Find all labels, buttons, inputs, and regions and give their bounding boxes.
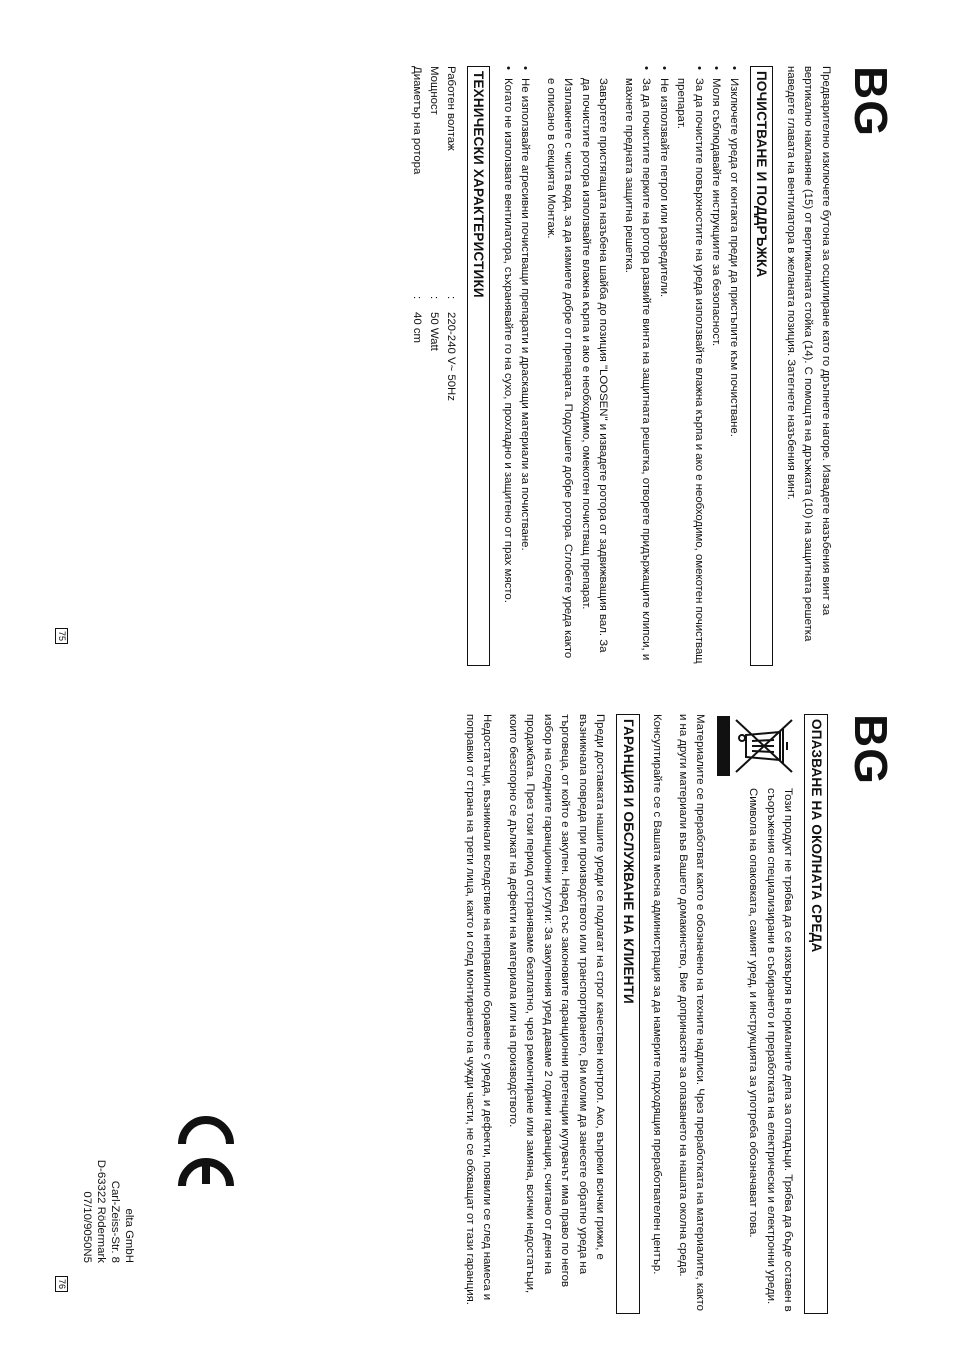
page-number: 75 xyxy=(55,628,68,644)
manufacturer-address xyxy=(80,1033,136,1263)
page-76 xyxy=(36,688,906,1328)
list-item: • Когато не използвате вентилатора, съхранявайте го на сухо, прохладно и защитено от прах място. xyxy=(499,66,517,666)
page-76-content xyxy=(453,714,835,1314)
table-row xyxy=(408,66,425,401)
rotor-cleaning-paragraph: Завъртете пристягащата назъбена шайба до позиция "LOOSEN" и извадете ротора от задвижващия вал. За да почистите ротора използвайте влажна кърпа и ако е необходимо, омекотен почистващ препарат. Изплакнете с чиста вода, за да измиете добре от препарата. Подсушете добре ротора. Сглобете уреда както е описано в секцията Монтаж. xyxy=(545,78,610,659)
care-list xyxy=(499,66,534,666)
spec-value: 220-240 V~ 50Hz xyxy=(445,312,457,401)
address-line: Carl-Zeiss-Str. 8 xyxy=(109,1180,121,1263)
spec-label: Диаметър на ротора xyxy=(411,66,423,175)
language-mark: BG xyxy=(845,714,897,785)
spec-separator: : xyxy=(428,296,440,300)
warranty-paragraph: Преди доставката нашите уреди се подлагат на строг качествен контрол. Ако, въпреки всички грижи, е възникнала повреда при производството или транспортирането, Ви молим да занесете обратно уреда на търговеца, от който е закупен. Наред със законовите гаранционни претенции купувачът има право по негов избор на следните гаранционни услуги: За закупения уред даваме 2 години гаранция, считано от деня на продажбата. През този период отстраняваме безплатно, чрез ремонтиране или замяна, всички недостатъци, които безспорно се дължат на дефекти на материала или на производството. xyxy=(507,714,607,1294)
spec-separator: : xyxy=(411,296,423,300)
list-item: • За да почистите перките на ротора развийте винта на защитната решетка, отворете придържащите клипси, и махнете предната защитна решетка. xyxy=(620,66,655,666)
disposal-text: Този продукт не трябва да се изхвърля в нормалните депа за отпадъци. Трябва да бъде оставен в съоръжения специализирани в събирането и преработката на електрически и електронни уреди. Символа на опаковката, самият уред, и инструкцията за употреба обозначават това. xyxy=(747,788,795,1312)
address-line: D-63322 Rödermark xyxy=(95,1159,107,1263)
address-line: elta GmbH xyxy=(123,1208,135,1263)
table-row xyxy=(442,66,459,401)
address-line: 07/10/9050N5 xyxy=(81,1191,93,1263)
page-75 xyxy=(36,40,906,680)
specs-table xyxy=(408,66,459,401)
ce-mark-icon xyxy=(174,1108,238,1194)
list-item: • Моля съблюдавайте инструкциите за безопасност. xyxy=(707,66,725,666)
environment-heading: ОПАЗВАНЕ НА ОКОЛНАТА СРЕДА xyxy=(805,714,829,1314)
spec-label: Мощност xyxy=(428,66,440,115)
page-number: 76 xyxy=(55,1276,68,1292)
spec-value: 40 cm xyxy=(411,312,423,344)
disposal-block xyxy=(717,714,797,1314)
spec-separator: : xyxy=(445,296,457,300)
bin-underline-bar xyxy=(718,716,731,776)
recycling-paragraph: Материалите се преработват както е обозначено на техните надписи. Чрез преработката на материалите, както и на други материали във Вашето домакинство, Вие допринасяте за опазването на нашата околна среда. xyxy=(677,714,707,1311)
intro-paragraph: Предварително изключете бутона за осцилиране като го дръпнете нагоре. Извадете назъбения винт за вертикално накланяне (15) от вертикалната стойка (14). С помощта на дръжката (10) на защитната решетка наведете главата на вентилатора в желаната позиция. Затегнете назъбения винт. xyxy=(785,66,832,642)
list-item: • За да почистите повърхностите на уреда използвайте влажна кърпа и ако е необходимо, омекотен почистващ препарат. xyxy=(672,66,707,666)
table-row xyxy=(425,66,442,401)
defects-paragraph: Недостатъци, възникнали вследствие на неправилно боравене с уреда, и дефекти, появили се след намеса и поправки от страна на трети лица, както и след монтирането на чужди части, не се обхващат от тази гаранция. xyxy=(464,714,494,1305)
language-mark: BG xyxy=(845,66,897,137)
list-item: • Не използвайте петрол или разредители. xyxy=(655,66,673,666)
list-item: • Изключете уреда от контакта преди да пристъпите към почистване. xyxy=(725,66,743,666)
list-item: • Не използвайте агресивни почистващи препарати и драскащи материали за почистване. xyxy=(516,66,534,666)
page-75-content xyxy=(408,66,834,666)
spec-label: Работен волтаж xyxy=(445,66,457,151)
specs-heading: ТЕХНИЧЕСКИ ХАРАКТЕРИСТИКИ xyxy=(467,66,491,666)
warranty-heading: ГАРАНЦИЯ И ОБСЛУЖВАНЕ НА КЛИЕНТИ xyxy=(617,714,641,1314)
crossed-out-wheelie-bin-icon xyxy=(717,714,797,778)
cleaning-list xyxy=(620,66,743,666)
consult-paragraph: Консултирайте се с Вашата месна администрация за да намерите подходящия преработвателен център. xyxy=(651,714,664,1275)
spec-value: 50 Watt xyxy=(428,312,440,351)
cleaning-heading: ПОЧИСТВАНЕ И ПОДДРЪЖКА xyxy=(750,66,774,666)
